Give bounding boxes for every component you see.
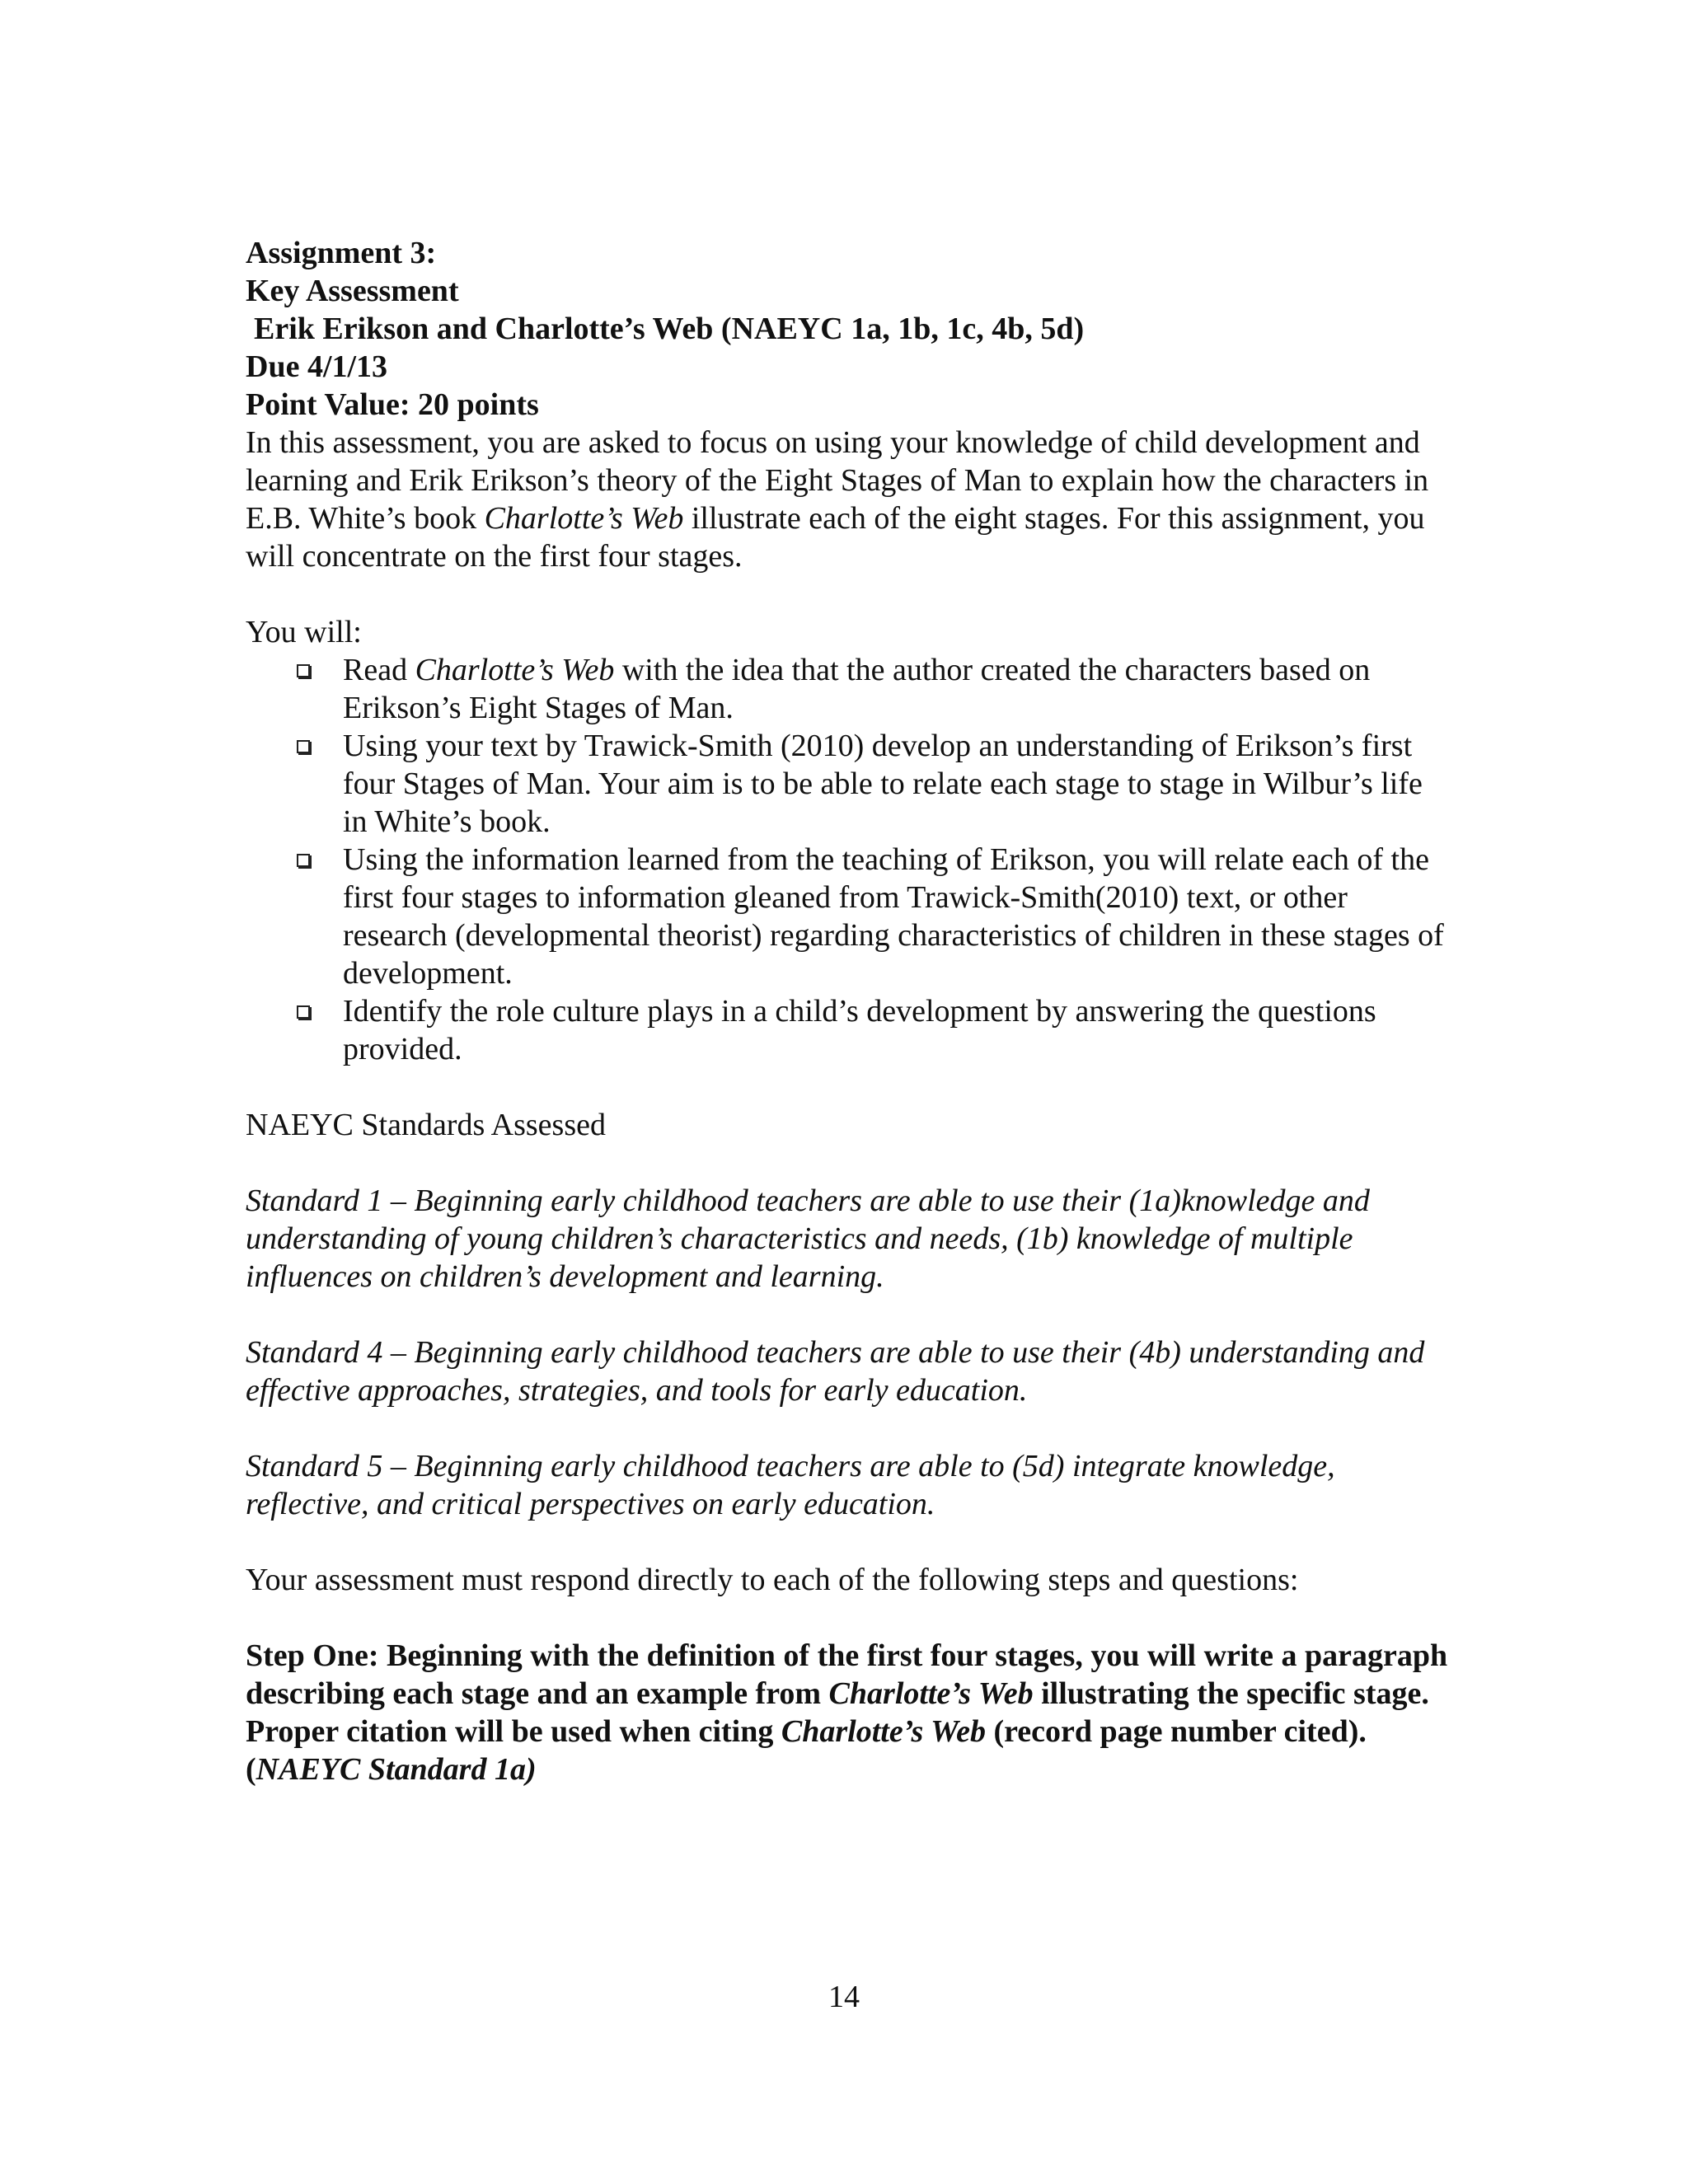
assignment-number: Assignment 3: xyxy=(246,236,437,270)
list-item xyxy=(343,651,1449,727)
respond-instruction: Your assessment must respond directly to each of the following steps and questions: xyxy=(246,1563,1299,1597)
step-one-book-1: Charlotte’s Web xyxy=(828,1676,1034,1711)
bullet-text-3: Using the information learned from the teaching of Erikson, you will relate each of the first four stages to information gleaned from Trawick-Smith(2010) text, or other research (developmental theorist) regarding characteristics of children in these stages of development. xyxy=(343,842,1444,991)
point-value: Point Value: 20 points xyxy=(246,387,539,422)
list-item xyxy=(343,992,1449,1068)
intro-paragraph xyxy=(246,424,1449,575)
bullet-text-2: Using your text by Trawick-Smith (2010) develop an understanding of Erikson’s first four Stages of Man. Your aim is to be able to relate each stage to stage in Wilbur’s life in White’s book. xyxy=(343,729,1423,839)
you-will-label: You will: xyxy=(246,615,362,649)
standard-4: Standard 4 – Beginning early childhood teachers are able to use their (4b) understanding and effective approaches, strategies, and tools for early education. xyxy=(246,1335,1425,1408)
bullet-text-4: Identify the role culture plays in a child’s development by answering the questions provided. xyxy=(343,994,1376,1066)
checkbox-bullet-icon xyxy=(297,664,310,677)
bullet-text-1a: Read xyxy=(343,653,415,687)
bullet-text-1b: with the idea that the author created the characters based on Erikson’s Eight Stages of Man. xyxy=(343,653,1371,725)
intro-text-2: illustrate each of the eight stages. For this assignment, you will concentrate on the first four stages. xyxy=(246,501,1425,574)
intro-text-1: In this assessment, you are asked to focus on using your knowledge of child development and learning and Erik Erikson’s theory of the Eight Stages of Man to explain how the characters in E.B. White’s book xyxy=(246,425,1429,536)
standards-heading: NAEYC Standards Assessed xyxy=(246,1108,606,1142)
bullet-book-title: Charlotte’s Web xyxy=(415,653,615,687)
step-one-text-3: (record page number cited). ( xyxy=(246,1714,1367,1787)
step-one-standard: NAEYC Standard 1a) xyxy=(256,1752,537,1787)
list-item xyxy=(343,841,1449,992)
step-one-text-1: Step One: Beginning with the definition of the first four stages, you will write a paragraph describing each stage and an example from xyxy=(246,1638,1448,1711)
step-one-book-2: Charlotte’s Web xyxy=(781,1714,986,1749)
step-one-text-2: illustrating the specific stage. Proper citation will be used when citing xyxy=(246,1676,1429,1749)
step-one xyxy=(246,1637,1449,1788)
checkbox-bullet-icon xyxy=(297,740,310,753)
due-date: Due 4/1/13 xyxy=(246,349,388,384)
assessment-type: Key Assessment xyxy=(246,274,459,308)
page-number: 14 xyxy=(828,1980,860,2014)
assignment-title: Erik Erikson and Charlotte’s Web (NAEYC 1a, 1b, 1c, 4b, 5d) xyxy=(254,312,1085,346)
checkbox-bullet-icon xyxy=(297,854,310,867)
intro-book-title: Charlotte’s Web xyxy=(484,501,684,536)
checkbox-bullet-icon xyxy=(297,1005,310,1019)
page-content xyxy=(246,234,1449,1788)
list-item xyxy=(343,727,1449,841)
task-list xyxy=(246,651,1449,1068)
standard-5: Standard 5 – Beginning early childhood teachers are able to (5d) integrate knowledge, reflective, and critical perspectives on early education. xyxy=(246,1449,1335,1521)
standard-1: Standard 1 – Beginning early childhood teachers are able to use their (1a)knowledge and understanding of young children’s characteristics and needs, (1b) knowledge of multiple influences on children’s development and learning. xyxy=(246,1183,1370,1294)
